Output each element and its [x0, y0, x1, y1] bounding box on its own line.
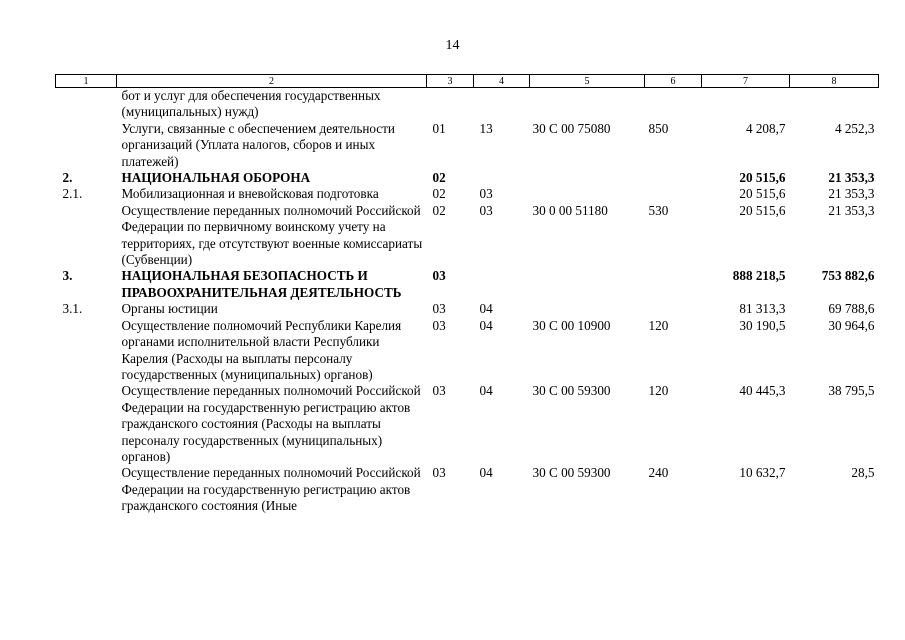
expense-type-code: 850 [648, 120, 669, 136]
amount-year-1: 30 190,5 [739, 317, 786, 333]
column-header: 1 [56, 75, 117, 88]
section-code: 02 [432, 186, 446, 202]
target-article-code [530, 170, 645, 186]
target-article-code [530, 268, 645, 301]
amount-year-2: 753 882,6 [821, 268, 875, 284]
subsection-code [474, 268, 530, 301]
row-name: Осуществление переданных полномочий Российской Федерации по первичному воинскому учету на территориях, где отсутствуют военные комиссариаты (Субвенции) [121, 202, 423, 268]
amount-year-2: 38 795,5 [828, 383, 875, 399]
row-name: Мобилизационная и вневойсковая подготовка [121, 186, 379, 202]
row-number: 2.1. [62, 186, 83, 202]
target-article-code: 30 С 00 10900 [532, 317, 611, 333]
amount-year-2: 21 353,3 [828, 170, 875, 186]
row-number [56, 383, 117, 465]
expense-type-code [645, 170, 702, 186]
subsection-code: 04 [479, 301, 493, 317]
amount-year-2: 4 252,3 [834, 120, 875, 136]
amount-year-1 [702, 88, 790, 121]
amount-year-1: 20 515,6 [739, 170, 786, 186]
page-number: 14 [445, 38, 460, 53]
column-header: 2 [117, 75, 427, 88]
section-code: 02 [432, 170, 446, 186]
target-article-code: 30 С 00 59300 [532, 465, 611, 481]
row-number [56, 465, 117, 514]
target-article-code [530, 88, 645, 121]
row-number [56, 318, 117, 384]
target-article-code: 30 0 00 51180 [532, 202, 608, 218]
row-number [56, 121, 117, 170]
column-header: 5 [530, 75, 645, 88]
subsection-code: 03 [479, 202, 493, 218]
expense-type-code: 120 [648, 383, 669, 399]
table-row [56, 121, 879, 170]
amount-year-2: 28,5 [851, 465, 875, 481]
column-header: 3 [427, 75, 474, 88]
amount-year-1: 40 445,3 [739, 383, 786, 399]
target-article-code [530, 301, 645, 317]
subsection-code: 04 [479, 465, 493, 481]
table-row [56, 186, 879, 202]
amount-year-1: 81 313,3 [739, 301, 786, 317]
budget-table [55, 74, 879, 515]
subsection-code: 04 [479, 317, 493, 333]
section-code: 02 [432, 202, 446, 218]
row-name: Осуществление полномочий Республики Карелия органами исполнительной власти Республики Карелия (Расходы на выплаты персоналу государственных (муниципальных) органов) [121, 317, 402, 382]
column-header: 6 [645, 75, 702, 88]
amount-year-1: 10 632,7 [739, 465, 786, 481]
column-header: 8 [790, 75, 879, 88]
subsection-code [474, 170, 530, 186]
target-article-code: 30 С 00 59300 [532, 383, 611, 399]
row-number: 2. [62, 170, 73, 186]
row-name: НАЦИОНАЛЬНАЯ ОБОРОНА [121, 170, 311, 186]
section-code: 03 [432, 268, 446, 284]
row-name: НАЦИОНАЛЬНАЯ БЕЗОПАСНОСТЬ И ПРАВООХРАНИТЕЛЬНАЯ ДЕЯТЕЛЬНОСТЬ [121, 268, 402, 300]
table-row [56, 465, 879, 514]
expense-type-code [645, 186, 702, 202]
section-code: 03 [432, 301, 446, 317]
amount-year-2: 21 353,3 [828, 202, 875, 218]
table-row [56, 268, 879, 301]
row-name: Осуществление переданных полномочий Российской Федерации на государственную регистрацию актов гражданского состояния (Иные [121, 465, 421, 514]
row-name: Осуществление переданных полномочий Российской Федерации на государственную регистрацию актов гражданского состояния (Расходы на выплаты персоналу государственных (муниципальных) органов) [121, 383, 421, 464]
table-row [56, 203, 879, 269]
table-row [56, 383, 879, 465]
expense-type-code [645, 301, 702, 317]
amount-year-1: 4 208,7 [745, 120, 786, 136]
expense-type-code: 120 [648, 317, 669, 333]
row-number [56, 88, 117, 121]
row-name: бот и услуг для обеспечения государственных (муниципальных) нужд) [121, 88, 381, 120]
table-row [56, 170, 879, 186]
amount-year-2: 69 788,6 [828, 301, 875, 317]
amount-year-2: 30 964,6 [828, 317, 875, 333]
section-code [427, 88, 474, 121]
amount-year-2: 21 353,3 [828, 186, 875, 202]
expense-type-code [645, 268, 702, 301]
amount-year-1: 20 515,6 [739, 202, 786, 218]
subsection-code: 04 [479, 383, 493, 399]
amount-year-1: 20 515,6 [739, 186, 786, 202]
column-header: 7 [702, 75, 790, 88]
amount-year-2 [790, 88, 879, 121]
table-row [56, 318, 879, 384]
column-header: 4 [474, 75, 530, 88]
section-code: 03 [432, 383, 446, 399]
target-article-code [530, 186, 645, 202]
target-article-code: 30 С 00 75080 [532, 120, 611, 136]
expense-type-code [645, 88, 702, 121]
section-code: 01 [432, 120, 446, 136]
row-number: 3. [62, 268, 73, 284]
table-row [56, 301, 879, 317]
subsection-code: 13 [479, 120, 493, 136]
row-number: 3.1. [62, 301, 83, 317]
table-body [56, 88, 879, 515]
expense-type-code: 240 [648, 465, 669, 481]
section-code: 03 [432, 317, 446, 333]
row-name: Услуги, связанные с обеспечением деятельности организаций (Уплата налогов, сборов и иных платежей) [121, 120, 395, 169]
section-code: 03 [432, 465, 446, 481]
expense-type-code: 530 [648, 202, 669, 218]
subsection-code: 03 [479, 186, 493, 202]
row-name: Органы юстиции [121, 301, 218, 317]
subsection-code [474, 88, 530, 121]
column-header-row [56, 75, 879, 88]
amount-year-1: 888 218,5 [732, 268, 786, 284]
table-row [56, 88, 879, 121]
row-number [56, 203, 117, 269]
